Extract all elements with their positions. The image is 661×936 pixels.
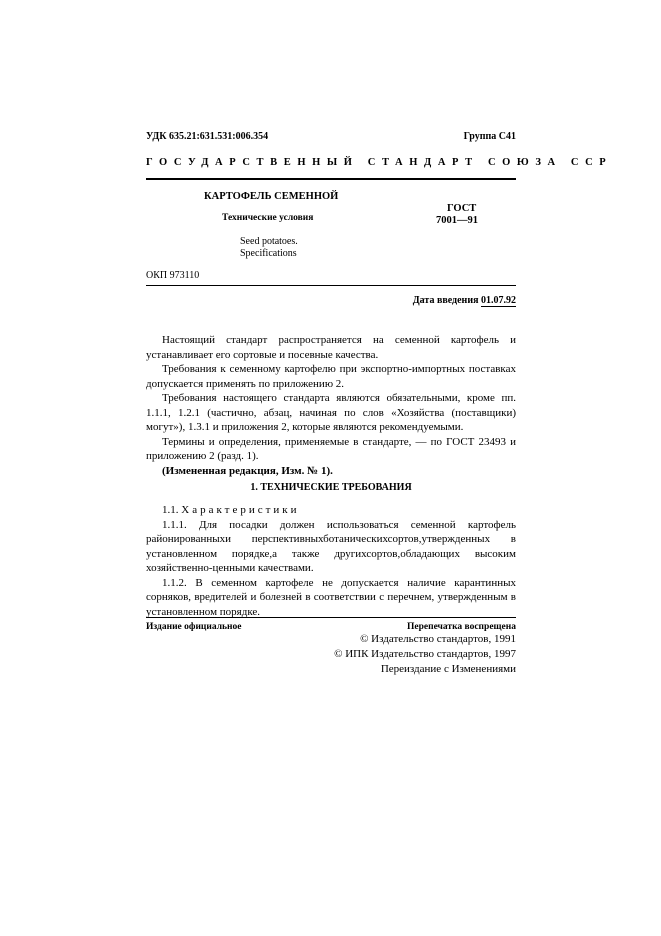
- okp-code: ОКП 973110: [146, 270, 200, 281]
- state-standard-title: ГОСУДАРСТВЕННЫЙ СТАНДАРТ СОЮЗА ССР: [146, 157, 613, 168]
- group-code: Группа С41: [463, 131, 516, 142]
- document-title: КАРТОФЕЛЬ СЕМЕННОЙ: [204, 191, 339, 202]
- udk-code: УДК 635.21:631.531:006.354: [146, 131, 269, 142]
- item-1-1-2: 1.1.2. В семенном картофеле не допускается наличие карантинных сорняков, вредителей и болезней в соответствии с перечнем, утвержденным в установленном порядке.: [146, 576, 516, 618]
- subsection-title: Характеристики: [181, 504, 300, 516]
- reissue-note: Переиздание с Изменениями: [380, 663, 516, 675]
- header-row: [146, 131, 516, 142]
- okp-rule: [146, 285, 516, 286]
- document-subtitle: Технические условия: [222, 213, 314, 223]
- copyright-1991: © Издательство стандартов, 1991: [360, 633, 516, 645]
- paragraph-export: Требования к семенному картофелю при экспортно-импортных поставках допускается применять по приложению 2.: [146, 363, 516, 390]
- item-1-1-1: 1.1.1. Для посадки должен использоваться семенной картофель районированныхи перспективныхботаническихсортов,утвержденных в установленном порядке,а также другихсортов,обладающих высоким хозяйственно-ценными качествами.: [146, 518, 516, 574]
- gost-designation: [436, 203, 478, 227]
- section-heading: 1. ТЕХНИЧЕСКИЕ ТРЕБОВАНИЯ: [250, 482, 412, 493]
- subsection-number: 1.1.: [162, 504, 179, 516]
- document-page: [146, 0, 613, 936]
- intro-date-label: Дата введения: [412, 295, 479, 306]
- reprint-prohibited: Перепечатка воспрещена: [406, 622, 516, 632]
- introduction-date: [413, 295, 516, 306]
- footer-row: [146, 622, 516, 632]
- english-title-line1: Seed potatoes.: [240, 236, 298, 247]
- paragraph-scope: Настоящий стандарт распространяется на семенной картофель и устанавливает его сортовые и посевные качества.: [146, 334, 516, 361]
- paragraph-mandatory: Требования настоящего стандарта являются обязательными, кроме пп. 1.1.1, 1.2.1 (частично, абзац, начиная по слов «Хозяйства (поставщики) могут»), 1.3.1 и приложения 2, которые являются рекомендуемыми.: [146, 392, 516, 433]
- english-title-line2: Specifications: [240, 247, 297, 259]
- footer-rule: [146, 617, 516, 618]
- copyright-1997: © ИПК Издательство стандартов, 1997: [334, 648, 516, 660]
- paragraph-terms: Термины и определения, применяемые в стандарте, — по ГОСТ 23493 и приложению 2 (разд. 1).: [146, 435, 516, 462]
- english-title: [240, 236, 298, 259]
- revision-note: (Измененная редакция, Изм. № 1).: [162, 464, 333, 477]
- intro-date-value: 01.07.92: [481, 295, 516, 306]
- official-edition: Издание официальное: [146, 622, 242, 632]
- subsection-heading: [146, 503, 516, 518]
- header-rule: [146, 178, 516, 180]
- gost-label: ГОСТ: [447, 203, 477, 214]
- intro-paragraphs: [146, 333, 516, 478]
- gost-number: 7001—91: [436, 215, 478, 226]
- section-body: [146, 503, 516, 619]
